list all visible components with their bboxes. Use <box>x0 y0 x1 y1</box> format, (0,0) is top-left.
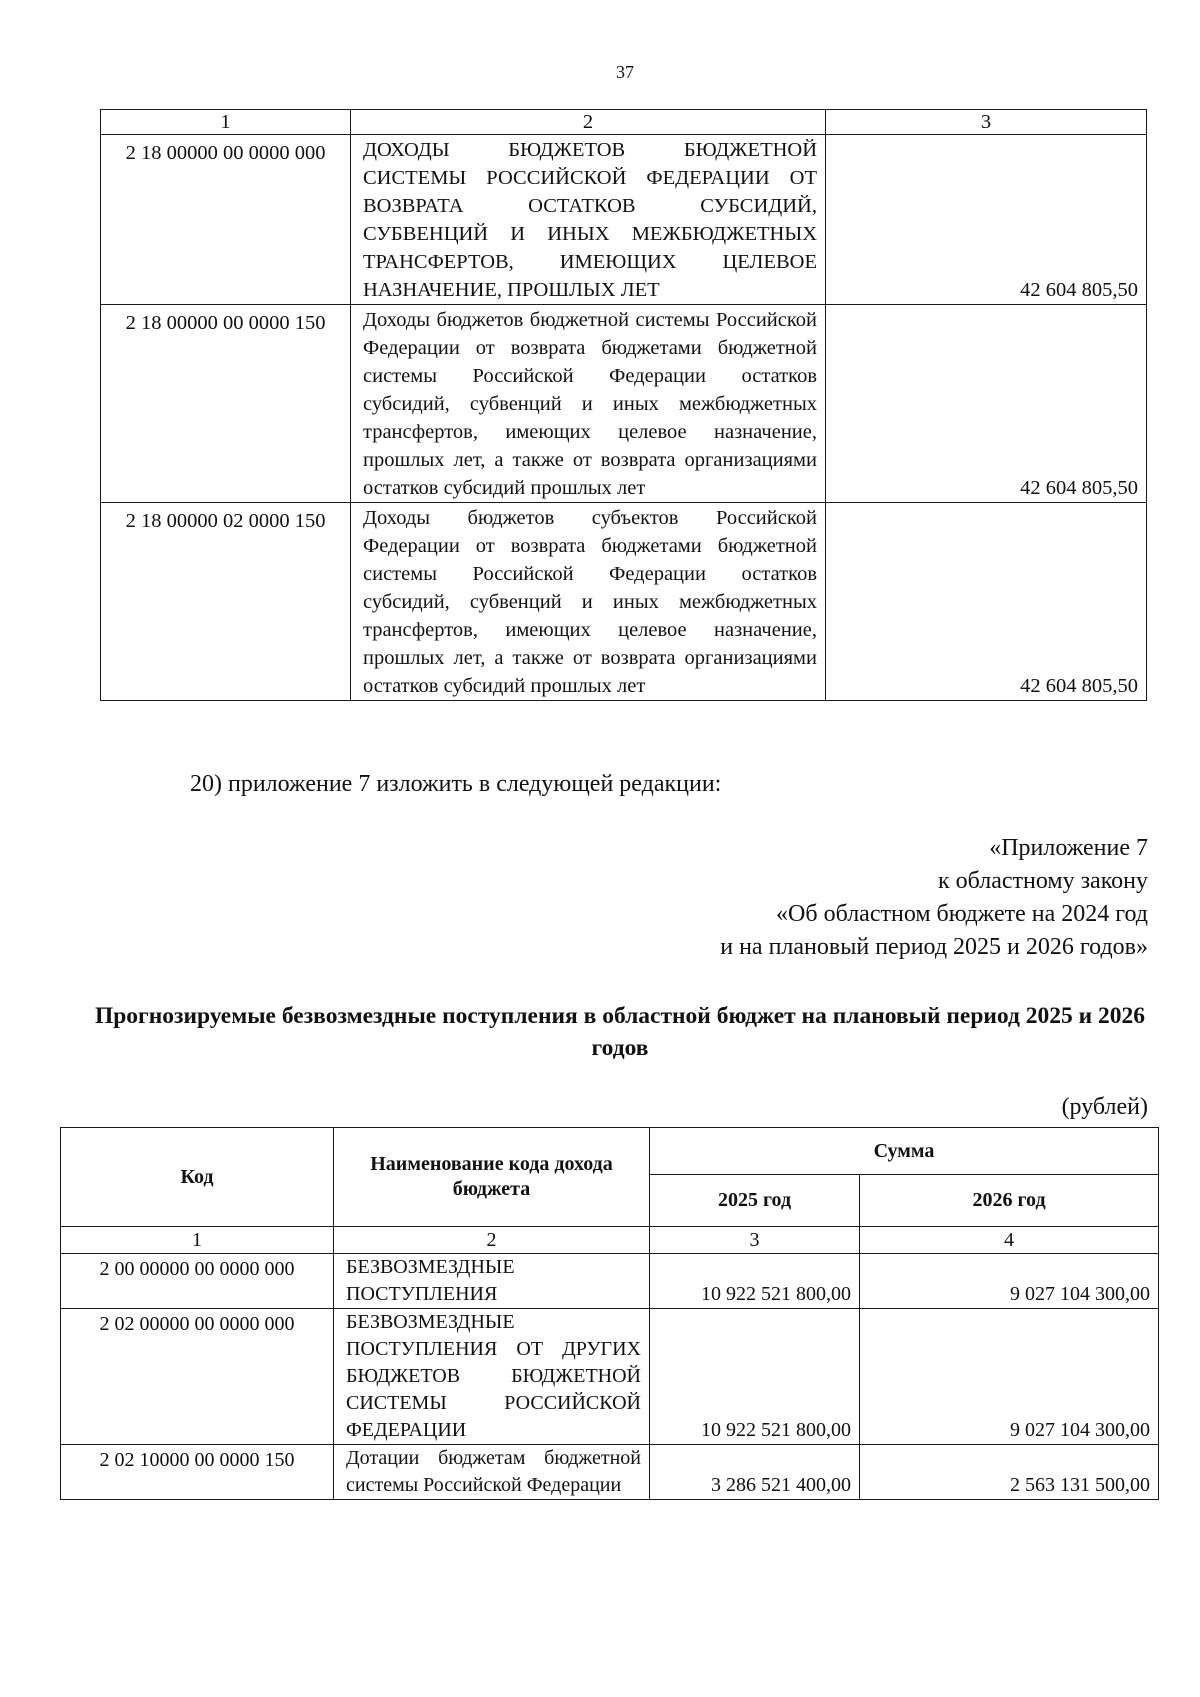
column-number: 1 <box>61 1227 334 1254</box>
code-header: Код <box>61 1128 334 1227</box>
income-name: БЕЗВОЗМЕЗДНЫЕ ПОСТУПЛЕНИЯ <box>334 1254 650 1309</box>
table-row <box>61 1254 1159 1309</box>
income-code: 2 02 10000 00 0000 150 <box>61 1445 334 1500</box>
document-title: Прогнозируемые безвозмездные поступления в областной бюджет на плановый период 2025 и 2026 годов <box>94 1003 1146 1061</box>
appendix-line: к областному закону <box>937 868 1148 894</box>
sum-2025: 10 922 521 800,00 <box>650 1309 860 1445</box>
sum-2026: 9 027 104 300,00 <box>860 1254 1159 1309</box>
column-number: 4 <box>860 1227 1159 1254</box>
appendix-line: «Приложение 7 <box>989 835 1148 861</box>
amendment-paragraph: 20) приложение 7 изложить в следующей редакции: <box>190 771 722 797</box>
income-sum: 42 604 805,50 <box>826 503 1147 701</box>
income-code: 2 18 00000 00 0000 000 <box>101 135 351 305</box>
sum-2025: 10 922 521 800,00 <box>650 1254 860 1309</box>
column-number-row <box>61 1227 1159 1254</box>
column-number: 2 <box>351 110 826 135</box>
column-number: 3 <box>826 110 1147 135</box>
sum-2026: 9 027 104 300,00 <box>860 1309 1159 1445</box>
table-row <box>61 1445 1159 1500</box>
table-row <box>101 135 1147 305</box>
column-number-row <box>101 110 1147 135</box>
appendix-heading <box>720 832 1148 964</box>
revenue-table-continued <box>100 109 1147 701</box>
income-name: Дотации бюджетам бюджетной системы Российской Федерации <box>334 1445 650 1500</box>
sum-2026: 2 563 131 500,00 <box>860 1445 1159 1500</box>
name-header: Наименование кода дохода бюджета <box>334 1128 650 1227</box>
appendix-line: «Об областном бюджете на 2024 год <box>776 901 1148 927</box>
income-name: БЕЗВОЗМЕЗДНЫЕ ПОСТУПЛЕНИЯ ОТ ДРУГИХ БЮДЖЕТОВ БЮДЖЕТНОЙ СИСТЕМЫ РОССИЙСКОЙ ФЕДЕРАЦИИ <box>334 1309 650 1445</box>
table-row <box>101 305 1147 503</box>
sum-2025: 3 286 521 400,00 <box>650 1445 860 1500</box>
sum-header: Сумма <box>650 1128 1159 1175</box>
income-sum: 42 604 805,50 <box>826 135 1147 305</box>
income-name: ДОХОДЫ БЮДЖЕТОВ БЮДЖЕТНОЙ СИСТЕМЫ РОССИЙСКОЙ ФЕДЕРАЦИИ ОТ ВОЗВРАТА ОСТАТКОВ СУБСИДИЙ, СУБВЕНЦИЙ И ИНЫХ МЕЖБЮДЖЕТНЫХ ТРАНСФЕРТОВ, ИМЕЮЩИХ ЦЕЛЕВОЕ НАЗНАЧЕНИЕ, ПРОШЛЫХ ЛЕТ <box>351 135 826 305</box>
page-number: 37 <box>616 62 634 82</box>
income-name: Доходы бюджетов субъектов Российской Федерации от возврата бюджетами бюджетной системы Российской Федерации остатков субсидий, субвенций и иных межбюджетных трансфертов, имеющих целевое назначение, прошлых лет, а также от возврата организациями остатков субсидий прошлых лет <box>351 503 826 701</box>
column-number: 3 <box>650 1227 860 1254</box>
income-code: 2 18 00000 00 0000 150 <box>101 305 351 503</box>
column-number: 1 <box>101 110 351 135</box>
income-code: 2 02 00000 00 0000 000 <box>61 1309 334 1445</box>
year-2025-header: 2025 год <box>650 1175 860 1227</box>
forecast-revenue-table <box>60 1127 1159 1500</box>
income-code: 2 18 00000 02 0000 150 <box>101 503 351 701</box>
income-code: 2 00 00000 00 0000 000 <box>61 1254 334 1309</box>
table-row <box>61 1309 1159 1445</box>
income-name: Доходы бюджетов бюджетной системы Российской Федерации от возврата бюджетами бюджетной системы Российской Федерации остатков субсидий, субвенций и иных межбюджетных трансфертов, имеющих целевое назначение, прошлых лет, а также от возврата организациями остатков субсидий прошлых лет <box>351 305 826 503</box>
units-label: (рублей) <box>1061 1094 1148 1120</box>
appendix-line: и на плановый период 2025 и 2026 годов» <box>720 934 1148 960</box>
table-row <box>101 503 1147 701</box>
income-sum: 42 604 805,50 <box>826 305 1147 503</box>
year-2026-header: 2026 год <box>860 1175 1159 1227</box>
table-header-row <box>61 1128 1159 1175</box>
column-number: 2 <box>334 1227 650 1254</box>
